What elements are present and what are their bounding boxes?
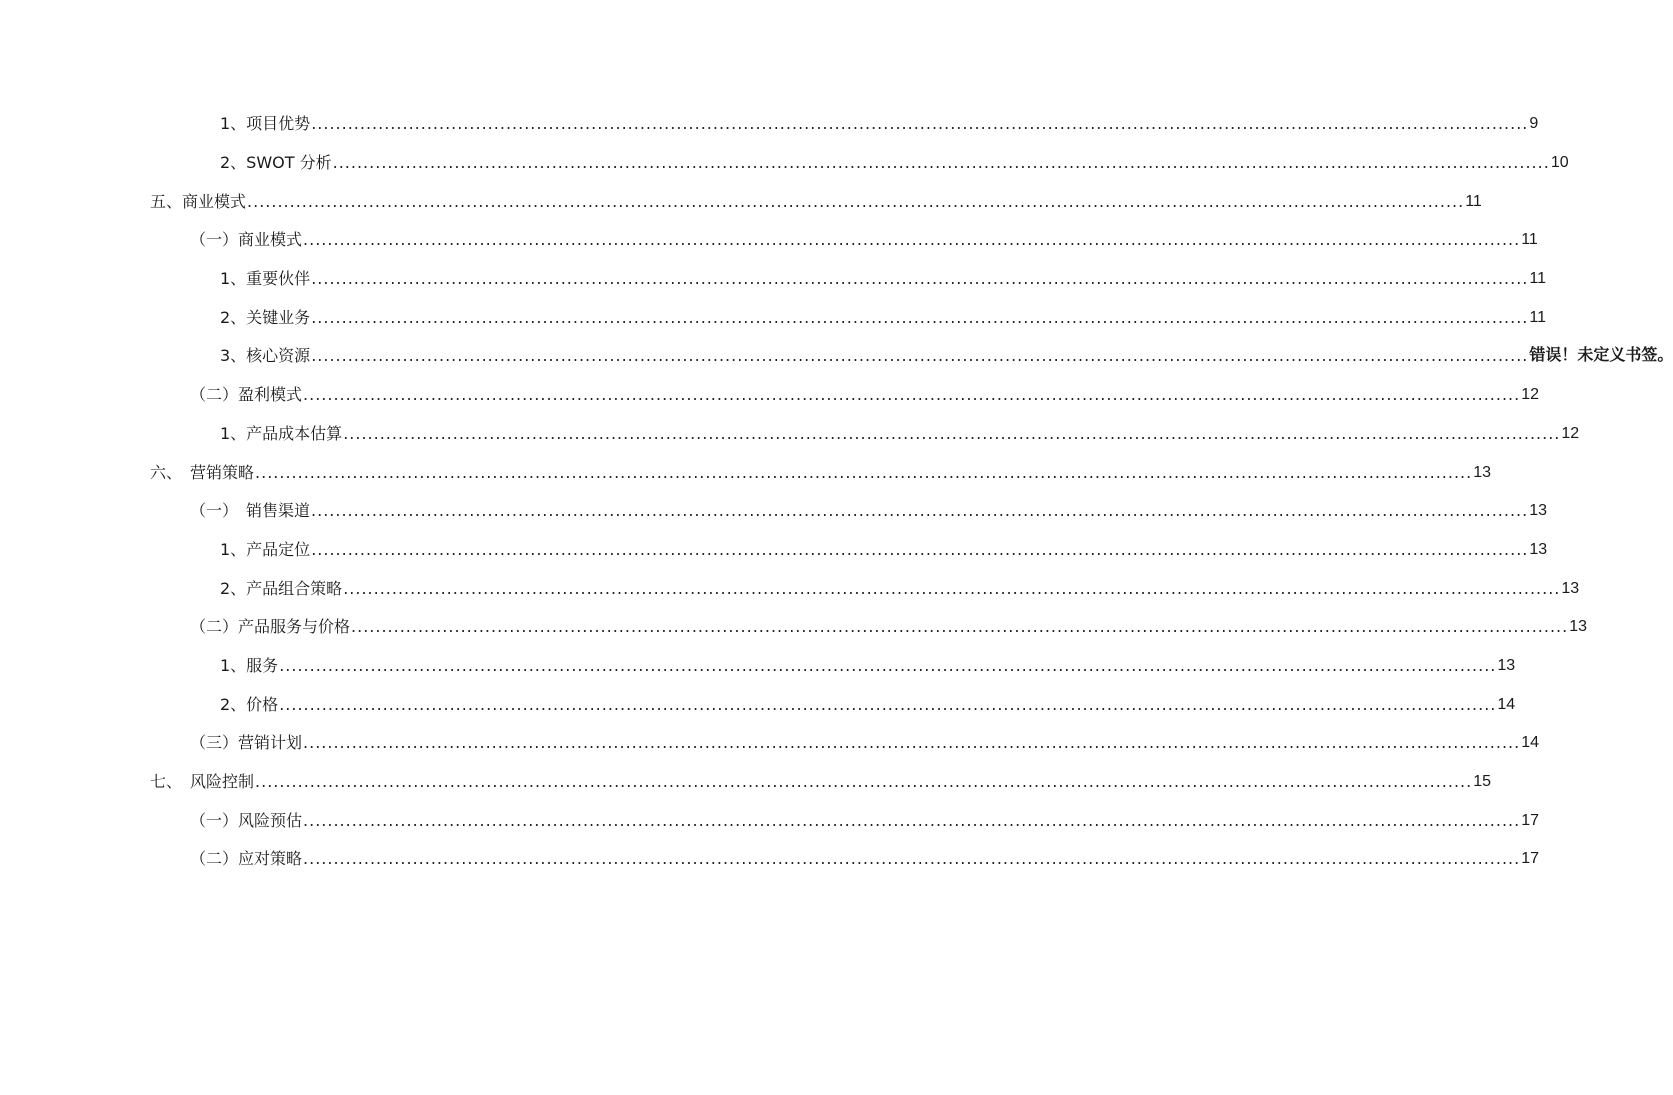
toc-entry-title: 1、项目优势: [220, 114, 311, 134]
toc-bookmark-error: 错误！未定义书签。: [1529, 347, 1673, 365]
toc-entry-title: （二）产品服务与价格: [190, 617, 351, 637]
toc-entry-product-positioning[interactable]: [0, 531, 1548, 570]
toc-entry-price[interactable]: [0, 685, 1516, 724]
toc-dot-leader: [311, 308, 1528, 328]
toc-dot-leader: [311, 269, 1528, 289]
toc-entry-title: 1、产品定位: [220, 539, 311, 559]
toc-entry-title: （一）风险预估: [190, 810, 303, 830]
toc-page-number: 13: [1529, 540, 1548, 558]
toc-page-number: 12: [1561, 424, 1580, 442]
toc-entry-title: （一）商业模式: [190, 230, 303, 250]
toc-entry-title: （二）应对策略: [190, 849, 303, 869]
toc-page-number: 11: [1529, 270, 1546, 288]
toc-entry-title: 七、 风险控制: [150, 772, 255, 792]
toc-entry-title: 五、商业模式: [150, 191, 247, 211]
toc-page-number: 17: [1521, 811, 1539, 829]
toc-page-number: 15: [1473, 773, 1491, 791]
toc-entry-key-activities[interactable]: [0, 298, 1546, 337]
toc-page-number: 13: [1497, 656, 1516, 674]
toc-entry-title: （一） 销售渠道: [190, 501, 311, 521]
toc-dot-leader: [343, 579, 1560, 599]
toc-dot-leader: [311, 114, 1528, 134]
toc-dot-leader: [279, 695, 1496, 715]
toc-entry-title: 1、重要伙伴: [220, 269, 311, 289]
toc-page-number: 13: [1529, 502, 1547, 520]
toc-entry-title: 1、产品成本估算: [220, 423, 343, 443]
toc-entry-title: （二）盈利模式: [190, 385, 303, 405]
toc-dot-leader: [311, 346, 1528, 366]
toc-entry-title: 六、 营销策略: [150, 462, 255, 482]
toc-entry-project-advantages[interactable]: [0, 105, 1539, 144]
toc-dot-leader: [279, 656, 1496, 676]
table-of-contents: [0, 105, 1673, 879]
toc-dot-leader: [343, 424, 1560, 444]
toc-entry-business-model[interactable]: [0, 221, 1538, 260]
toc-entry-title: 2、SWOT 分析: [220, 153, 332, 173]
toc-dot-leader: [247, 192, 1464, 212]
toc-page-number: 11: [1521, 231, 1538, 249]
toc-dot-leader: [303, 733, 1520, 753]
toc-page-number: 9: [1529, 115, 1539, 133]
toc-entry-profit-model[interactable]: [0, 376, 1539, 415]
toc-dot-leader: [311, 501, 1528, 521]
toc-entry-key-partners[interactable]: [0, 260, 1546, 299]
toc-dot-leader: [303, 811, 1520, 831]
toc-page-number: 12: [1521, 386, 1539, 404]
toc-page-number: 14: [1497, 695, 1516, 713]
toc-dot-leader: [255, 772, 1472, 792]
toc-entry-title: 2、关键业务: [220, 307, 311, 327]
toc-page-number: 13: [1561, 579, 1580, 597]
toc-entry-service[interactable]: [0, 647, 1516, 686]
toc-entry-core-resources[interactable]: [0, 337, 1673, 376]
toc-dot-leader: [351, 617, 1568, 637]
toc-dot-leader: [303, 849, 1520, 869]
toc-entry-title: 1、服务: [220, 655, 279, 675]
toc-page-number: 13: [1473, 463, 1491, 481]
toc-dot-leader: [303, 385, 1520, 405]
toc-entry-business-model-section[interactable]: [0, 182, 1482, 221]
toc-page-number: 17: [1521, 850, 1539, 868]
toc-dot-leader: [255, 463, 1472, 483]
toc-dot-leader: [311, 540, 1528, 560]
toc-page-number: 11: [1465, 192, 1482, 210]
toc-entry-title: 2、价格: [220, 694, 279, 714]
toc-entry-title: 2、产品组合策略: [220, 578, 343, 598]
toc-entry-product-mix-strategy[interactable]: [0, 569, 1580, 608]
toc-page-number: 11: [1529, 308, 1546, 326]
toc-entry-title: （三）营销计划: [190, 733, 303, 753]
toc-entry-sales-channels[interactable]: [0, 492, 1547, 531]
toc-entry-marketing-plan[interactable]: [0, 724, 1539, 763]
toc-entry-response-strategy[interactable]: [0, 840, 1539, 879]
toc-entry-swot-analysis[interactable]: [0, 144, 1569, 183]
toc-entry-risk-assessment[interactable]: [0, 801, 1539, 840]
toc-entry-product-cost-estimate[interactable]: [0, 415, 1580, 454]
toc-dot-leader: [303, 230, 1520, 250]
toc-entry-title: 3、核心资源: [220, 346, 311, 366]
toc-page-number: 13: [1569, 618, 1587, 636]
toc-entry-product-service-and-price[interactable]: [0, 608, 1587, 647]
toc-entry-marketing-strategy-section[interactable]: [0, 453, 1491, 492]
toc-dot-leader: [333, 153, 1550, 173]
toc-page-number: 14: [1521, 734, 1539, 752]
toc-page-number: 10: [1550, 154, 1569, 172]
toc-entry-risk-control-section[interactable]: [0, 763, 1491, 802]
